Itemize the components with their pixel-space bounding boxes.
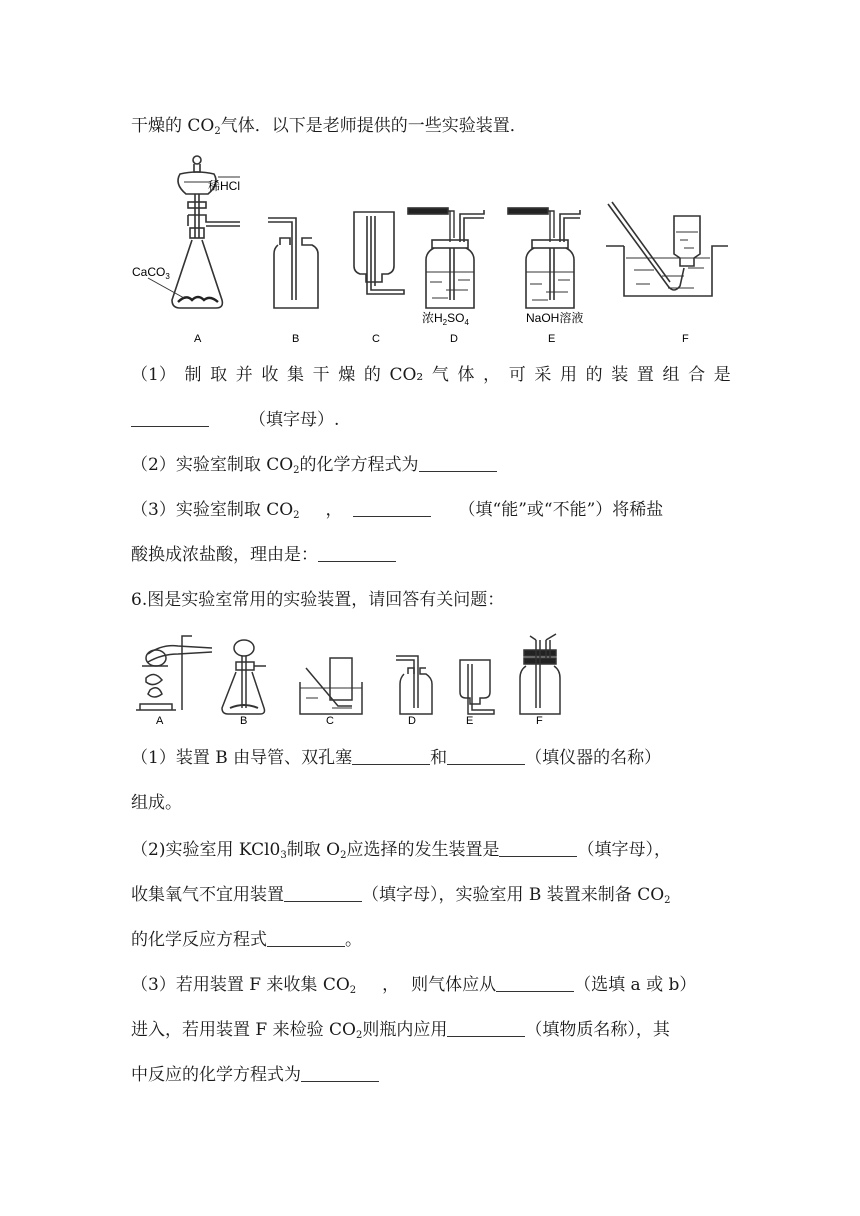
p1-text: （1）装置 B 由导管、双孔塞 (131, 748, 353, 768)
answer-blank[interactable] (284, 883, 362, 902)
answer-blank[interactable] (447, 1018, 525, 1037)
apparatus-figure-2 (132, 628, 572, 728)
p2-text-6: （填字母），实验室用 B 装置来制备 CO (362, 885, 665, 905)
q1-char: 体 (457, 365, 475, 385)
subscript: 2 (293, 465, 300, 476)
subscript: 2 (340, 850, 347, 861)
intro-text: 干燥的 CO (131, 116, 215, 136)
subscript: 2 (214, 126, 221, 137)
p3-text-3: （选填 a 或 b） (574, 975, 697, 995)
p3-comma: ， (382, 975, 400, 995)
subscript: 2 (664, 895, 671, 906)
q1-char: 的 (585, 365, 603, 385)
p1-text-3: 组成。 (131, 793, 182, 813)
question-2-line (131, 453, 497, 477)
part-3-line (131, 973, 696, 997)
q3-comma: ， (325, 500, 343, 520)
q2-text: （2）实验室制取 CO (131, 455, 294, 475)
question-3-line (131, 498, 663, 522)
p2-text: （2)实验室用 KCl0 (131, 840, 281, 860)
q1-char: 采 (534, 365, 552, 385)
fig2-label-d: D (408, 715, 416, 727)
q1-char: 装 (611, 365, 629, 385)
answer-blank[interactable] (352, 746, 430, 765)
label-naoh: NaOH溶液 (526, 311, 584, 325)
q1-char: 合 (688, 365, 706, 385)
p2-text-4: （填字母）， (577, 840, 671, 860)
q1-char: 的 (363, 365, 381, 385)
q1-char: （1） (131, 365, 176, 385)
intro-line (131, 114, 527, 138)
p1-and: 和 (430, 748, 448, 768)
p3-text-6: （填物质名称），其 (525, 1020, 670, 1040)
part-1-line (131, 746, 661, 770)
fig1-label-a: A (194, 333, 202, 345)
p1-text-2: （填仪器的名称） (525, 748, 662, 768)
p2-text-2: 制取 O (286, 840, 341, 860)
answer-blank[interactable] (499, 838, 577, 857)
p3-text-2: 则气体应从 (411, 975, 497, 995)
q1-char: 取 (210, 365, 228, 385)
part-3-line-3 (131, 1063, 379, 1087)
label-dilute-hcl: 稀HCl (208, 179, 240, 193)
p3-text: （3）若用装置 F 来收集 CO (131, 975, 350, 995)
p2-text-7: 的化学反应方程式 (131, 930, 267, 950)
subscript: 3 (280, 850, 287, 861)
fig1-label-c: C (372, 333, 380, 345)
q1-char: 制 (184, 365, 202, 385)
q1-char: 可 (508, 365, 526, 385)
fig1-label-e: E (548, 333, 556, 345)
fig1-label-b: B (292, 333, 300, 345)
q1-tail: （填字母）. (249, 410, 340, 430)
label-conc-h2so4: 浓$H_2SO_4$ (422, 311, 469, 327)
question-1-line-2 (131, 408, 339, 432)
q1-char: 气 (431, 365, 449, 385)
p2-period: 。 (345, 930, 362, 950)
q1-char: 燥 (338, 365, 356, 385)
q3-text-2: （填“能”或“不能”）将稀盐 (458, 500, 664, 520)
p2-text-3: 应选择的发生装置是 (346, 840, 500, 860)
q6-title-text: 6.图是实验室常用的实验装置，请回答有关问题： (131, 590, 505, 610)
q1-char: 用 (559, 365, 577, 385)
q2-tail: 的化学方程式为 (299, 455, 419, 475)
q3-text-3: 酸换成浓盐酸，理由是： (131, 545, 318, 565)
fig2-label-a: A (156, 715, 164, 727)
fig1-label-d: D (450, 333, 458, 345)
p2-text-5: 收集氧气不宜用装置 (131, 885, 284, 905)
p3-text-5: 则瓶内应用 (362, 1020, 448, 1040)
answer-blank[interactable] (301, 1063, 379, 1082)
intro-text-2: 气体．以下是老师提供的一些实验装置． (220, 116, 527, 136)
answer-blank[interactable] (131, 408, 209, 427)
part-2-line-3 (131, 928, 362, 952)
answer-blank[interactable] (419, 453, 497, 472)
question-3-line-2 (131, 543, 396, 567)
part-2-line-2 (131, 883, 671, 907)
q1-char: 组 (662, 365, 680, 385)
answer-blank[interactable] (447, 746, 525, 765)
question-1-line (131, 363, 731, 387)
subscript: 2 (293, 510, 300, 521)
answer-blank[interactable] (496, 973, 574, 992)
q1-char: 集 (286, 365, 304, 385)
q3-text: （3）实验室制取 CO (131, 500, 294, 520)
fig2-label-c: C (326, 715, 334, 727)
fig2-label-f: F (536, 715, 543, 727)
part-2-line (131, 838, 671, 862)
q1-char: 干 (312, 365, 330, 385)
fig1-label-f: F (682, 333, 689, 345)
answer-blank[interactable] (353, 498, 431, 517)
fig2-label-b: B (240, 715, 248, 727)
q1-char: 并 (235, 365, 253, 385)
question-6-title (131, 588, 504, 612)
fig2-label-e: E (466, 715, 474, 727)
apparatus-figure-1 (128, 150, 728, 350)
q1-char: 收 (261, 365, 279, 385)
p3-text-7: 中反应的化学方程式为 (131, 1065, 301, 1085)
q1-char: ， (483, 365, 501, 385)
q1-char: 置 (636, 365, 654, 385)
part-3-line-2 (131, 1018, 670, 1042)
label-caco3: CaCO$_3$ (132, 265, 170, 281)
subscript: 2 (349, 985, 357, 996)
q1-char: 是 (713, 365, 731, 385)
answer-blank[interactable] (318, 543, 396, 562)
part-1-line-2 (131, 791, 182, 815)
subscript: 2 (355, 1030, 363, 1041)
p3-text-4: 进入，若用装置 F 来检验 CO (131, 1020, 356, 1040)
answer-blank[interactable] (267, 928, 345, 947)
q1-char: CO₂ (389, 365, 424, 385)
